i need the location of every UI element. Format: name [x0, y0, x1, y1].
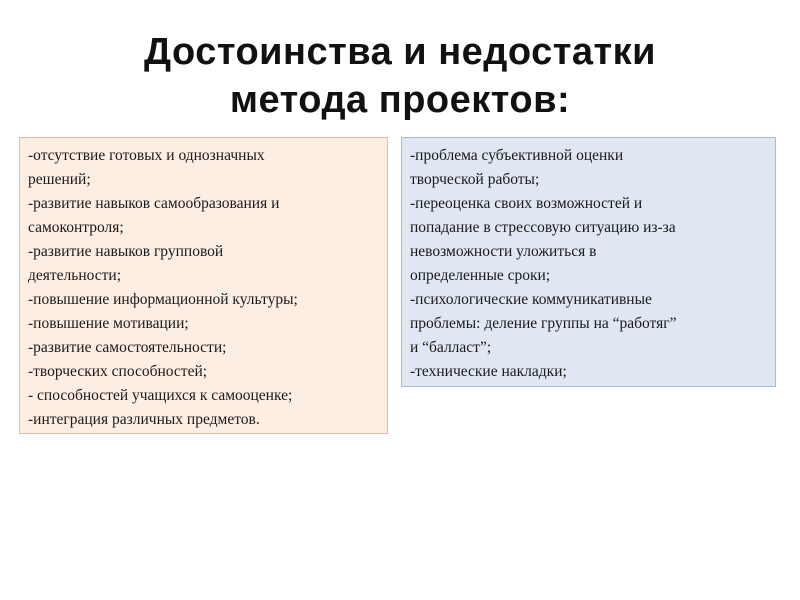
advantage-line: деятельности; [28, 267, 122, 284]
advantage-line: -развитие самостоятельности; [28, 339, 227, 356]
title-line-1: Достоинства и недостатки [143, 31, 656, 73]
advantage-line: -развитие навыков самообразования и [28, 195, 280, 212]
disadvantage-line: и “балласт”; [410, 339, 492, 356]
disadvantage-line: творческой работы; [410, 171, 540, 188]
disadvantage-line: определенные сроки; [410, 267, 551, 284]
advantage-line: самоконтроля; [28, 219, 124, 236]
disadvantage-line: проблемы: деление группы на “работяг” [410, 315, 677, 332]
advantages-box [19, 137, 388, 434]
advantage-line: -развитие навыков групповой [28, 243, 224, 260]
advantage-line: -повышение информационной культуры; [28, 291, 298, 308]
disadvantage-line: -технические накладки; [410, 363, 567, 380]
slide-title [0, 28, 800, 124]
disadvantages-box [401, 137, 776, 387]
disadvantage-line: -психологические коммуникативные [410, 291, 652, 308]
advantage-line: -творческих способностей; [28, 363, 208, 380]
advantage-line: - способностей учащихся к самооценке; [28, 387, 293, 404]
advantage-line: решений; [28, 171, 91, 188]
disadvantage-line: невозможности уложиться в [410, 243, 597, 260]
disadvantage-line: -переоценка своих возможностей и [410, 195, 643, 212]
advantage-line: -интеграция различных предметов. [28, 411, 260, 428]
title-line-2: метода проектов: [229, 79, 571, 121]
disadvantage-line: -проблема субъективной оценки [410, 147, 624, 164]
advantage-line: -отсутствие готовых и однозначных [28, 147, 265, 164]
advantage-line: -повышение мотивации; [28, 315, 189, 332]
disadvantage-line: попадание в стрессовую ситуацию из-за [410, 219, 676, 236]
